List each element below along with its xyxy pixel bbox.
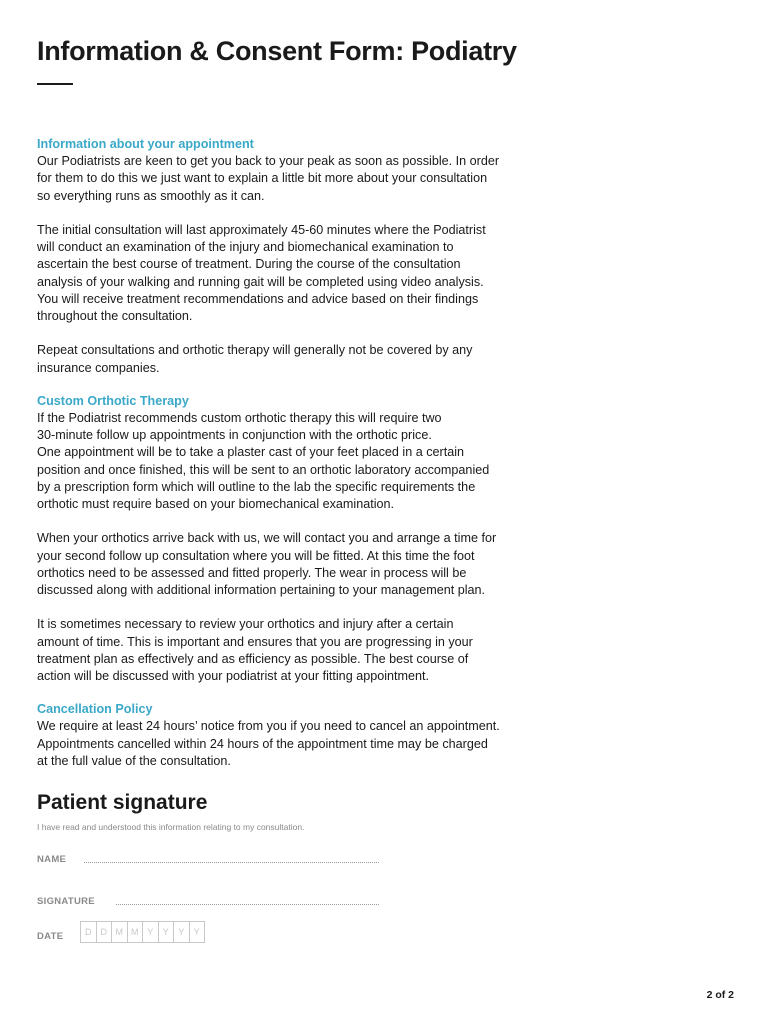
orthotic-paragraph-1: If the Podiatrist recommends custom orthotic therapy this will require two 30-minute follow up appointments in conjunction with the orthotic price. One appointment will be to take a plaster cast of your feet placed in a certain position and once finished, this will be sent to an orthotic laboratory accompanied by a prescription form which will outline to the lab the specific requirements the orthotic must require based on your biomechanical examination. (37, 411, 490, 512)
date-box-day-2[interactable]: D (96, 921, 113, 943)
signature-note: I have read and understood this information relating to my consultation. (37, 822, 305, 832)
signature-field[interactable] (116, 904, 379, 905)
date-label: DATE (37, 931, 64, 942)
date-box-year-4[interactable]: Y (189, 921, 206, 943)
form-body (37, 136, 567, 787)
section-heading-appointment: Information about your appointment (37, 137, 254, 151)
page-number: 2 of 2 (706, 989, 734, 1001)
name-label: NAME (37, 854, 67, 865)
date-field[interactable] (80, 921, 204, 943)
cancellation-paragraph-1: We require at least 24 hours’ notice from you if you need to cancel an appointment. Appointments cancelled within 24 hours of the appointment time may be charged at the full value of the consultation. (37, 719, 500, 768)
signature-label: SIGNATURE (37, 896, 95, 907)
date-box-year-1[interactable]: Y (142, 921, 159, 943)
orthotic-paragraph-2: When your orthotics arrive back with us, we will contact you and arrange a time for your second follow up consultation where you will be fitted. At this time the foot orthotics need to be assessed and fitted properly. The wear in process will be discussed along with additional information pertaining to your management plan. (37, 531, 497, 598)
date-box-month-1[interactable]: M (111, 921, 128, 943)
name-field[interactable] (84, 862, 379, 863)
section-heading-cancellation: Cancellation Policy (37, 702, 153, 717)
appointment-paragraph-1: Our Podiatrists are keen to get you back to your peak as soon as possible. In order for them to do this we just want to explain a little bit more about your consultation so everything runs as smoothly as it can. (37, 154, 500, 203)
appointment-paragraph-2: The initial consultation will last approximately 45-60 minutes where the Podiatrist will conduct an examination of the injury and biomechanical examination to ascertain the best course of treatment. During the course of the consultation analysis of your walking and running gait will be completed using video analysis. You will receive treatment recommendations and advice based on their findings throughout the consultation. (37, 223, 486, 324)
date-box-year-3[interactable]: Y (173, 921, 190, 943)
title-underline (37, 83, 73, 85)
orthotic-paragraph-3: It is sometimes necessary to review your orthotics and injury after a certain amount of time. This is important and ensures that you are progressing in your treatment plan as effectively and as efficiency as possible. The best course of action will be discussed with your podiatrist at your fitting appointment. (37, 617, 473, 684)
date-box-month-2[interactable]: M (127, 921, 144, 943)
section-heading-orthotic: Custom Orthotic Therapy (37, 393, 189, 408)
appointment-paragraph-3: Repeat consultations and orthotic therapy will generally not be covered by any insurance companies. (37, 343, 473, 375)
date-box-day-1[interactable]: D (80, 921, 97, 943)
signature-section-title: Patient signature (37, 791, 208, 814)
date-box-year-2[interactable]: Y (158, 921, 175, 943)
page-title: Information & Consent Form: Podiatry (37, 36, 517, 66)
